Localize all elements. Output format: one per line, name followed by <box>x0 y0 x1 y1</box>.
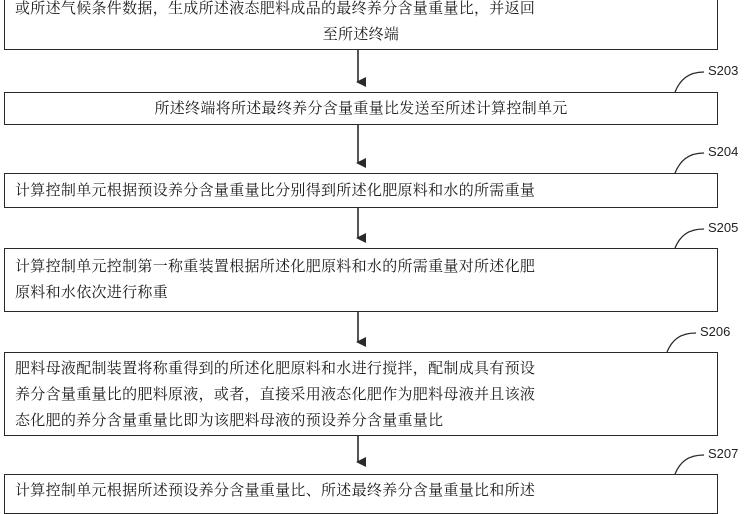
step-s207-line-1: 计算控制单元根据所述预设养分含量重量比、所述最终养分含量重量比和所述 <box>15 481 536 499</box>
step-s206-line-1: 肥料母液配制装置将称重得到的所述化肥原料和水进行搅拌，配制成具有预设 <box>15 359 536 377</box>
step-s206-line-3: 态化肥的养分含量重量比即为该肥料母液的预设养分含量重量比 <box>15 411 444 429</box>
step-box-s205 <box>4 248 718 312</box>
step-s205-line-2: 原料和水依次进行称重 <box>15 283 169 301</box>
leader-s205 <box>675 229 704 248</box>
step-label-s203: S203 <box>708 63 739 78</box>
step-box-s204 <box>4 173 718 208</box>
leader-s206 <box>667 333 696 352</box>
step-label-s205: S205 <box>708 220 739 235</box>
step-label-s206: S206 <box>700 324 731 339</box>
step-label-s204: S204 <box>708 144 739 159</box>
step-s205-line-1: 计算控制单元控制第一称重装置根据所述化肥原料和水的所需重量对所述化肥 <box>15 257 536 275</box>
leader-s204 <box>675 153 704 173</box>
step-label-s207: S207 <box>708 446 739 461</box>
step-box-s207 <box>4 474 718 514</box>
step-s204-line-1: 计算控制单元根据预设养分含量重量比分别得到所述化肥原料和水的所需重量 <box>15 181 536 199</box>
leader-s207 <box>675 455 704 474</box>
step-box-s203 <box>4 92 718 125</box>
leader-s203 <box>675 72 704 92</box>
step-box-s206 <box>4 352 718 436</box>
step-box-s202 <box>4 0 718 50</box>
step-s206-line-2: 养分含量重量比的肥料原液，或者，直接采用液态化肥作为肥料母液并且该液 <box>15 385 536 403</box>
step-s202-line-2: 至所述终端 <box>322 25 400 43</box>
step-s202-line-1: 或所述气候条件数据，生成所述液态肥料成品的最终养分含量重量比，并返回 <box>15 0 536 17</box>
step-s203-line-1: 所述终端将所述最终养分含量重量比发送至所述计算控制单元 <box>154 99 568 117</box>
